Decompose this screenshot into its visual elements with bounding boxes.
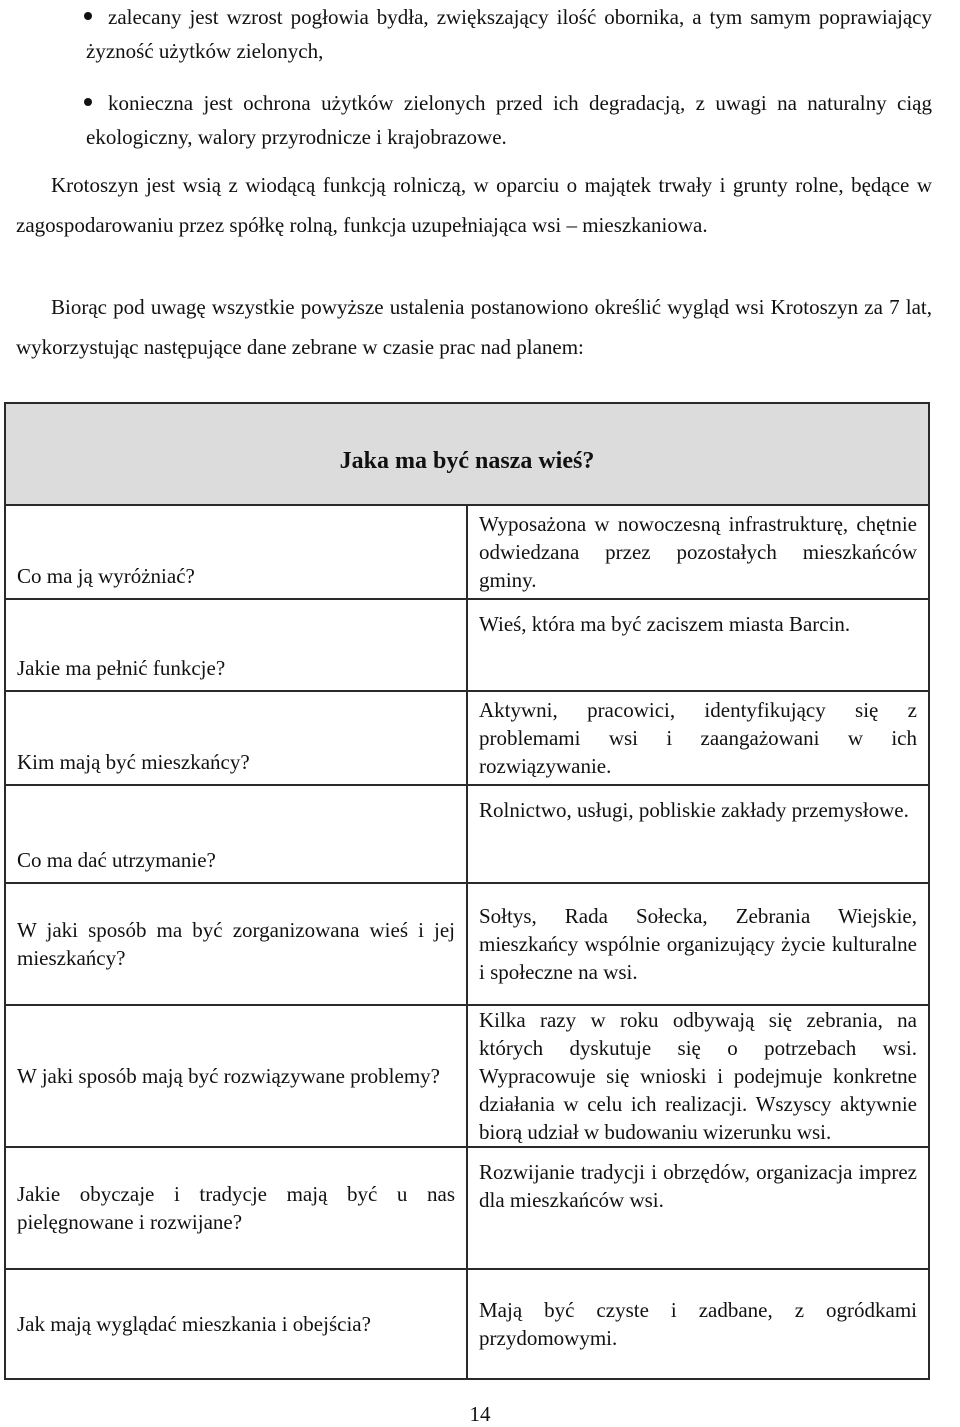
answer-cell: Wieś, która ma być zaciszem miasta Barcin.: [467, 599, 929, 691]
answer-cell: Sołtys, Rada Sołecka, Zebrania Wiejskie, mieszkańcy wspólnie organizujący życie kulturalne i społeczne na wsi.: [467, 883, 929, 1005]
question-cell: Jakie obyczaje i tradycje mają być u nas pielęgnowane i rozwijane?: [5, 1147, 467, 1269]
table-row: [5, 883, 929, 1005]
bullet-icon: [84, 98, 92, 106]
paragraph-vision-intro: Biorąc pod uwagę wszystkie powyższe ustalenia postanowiono określić wygląd wsi Krotoszyn za 7 lat, wykorzystując następujące dane zebrane w czasie prac nad planem:: [16, 295, 932, 359]
bullet-text: zalecany jest wzrost pogłowia bydła, zwiększający ilość obornika, a tym samym poprawiający żyzność użytków zielonych,: [86, 5, 932, 63]
answer-cell: Kilka razy w roku odbywają się zebrania, na których dyskutuje się o potrzebach wsi. Wypracowuje się wnioski i podejmuje konkretne działania w celu ich realizacji. Wszyscy aktywnie biorą udział w budowaniu wizerunku wsi.: [467, 1005, 929, 1147]
question-cell: W jaki sposób ma być zorganizowana wieś i jej mieszkańcy?: [5, 883, 467, 1005]
question-cell: Jakie ma pełnić funkcje?: [5, 599, 467, 691]
table-row: [5, 691, 929, 785]
table-title: Jaka ma być nasza wieś?: [5, 403, 929, 505]
vision-table: [4, 402, 930, 1380]
answer-cell: Aktywni, pracowici, identyfikujący się z problemami wsi i zaangażowani w ich rozwiązywanie.: [467, 691, 929, 785]
question-cell: Kim mają być mieszkańcy?: [5, 691, 467, 785]
answer-cell: Wyposażona w nowoczesną infrastrukturę, chętnie odwiedzana przez pozostałych mieszkańców gminy.: [467, 505, 929, 599]
question-cell: Co ma ją wyróżniać?: [5, 505, 467, 599]
table-row: [5, 785, 929, 883]
answer-cell: Rolnictwo, usługi, pobliskie zakłady przemysłowe.: [467, 785, 929, 883]
table-row: [5, 1005, 929, 1147]
paragraph-village-function: Krotoszyn jest wsią z wiodącą funkcją rolniczą, w oparciu o majątek trwały i grunty rolne, będące w zagospodarowaniu przez spółkę rolną, funkcja uzupełniająca wsi – mieszkaniowa.: [16, 173, 932, 237]
table-header-row: [5, 403, 929, 505]
table-row: [5, 1269, 929, 1379]
bullet-item: [86, 86, 932, 154]
bullet-icon: [84, 12, 92, 20]
answer-cell: Rozwijanie tradycji i obrzędów, organizacja imprez dla mieszkańców wsi.: [467, 1147, 929, 1269]
bullet-item: [86, 0, 932, 68]
bullet-list: [86, 0, 932, 172]
question-cell: W jaki sposób mają być rozwiązywane problemy?: [5, 1005, 467, 1147]
bullet-text: konieczna jest ochrona użytków zielonych przed ich degradacją, z uwagi na naturalny ciąg ekologiczny, walory przyrodnicze i krajobrazowe.: [86, 91, 932, 149]
question-cell: Jak mają wyglądać mieszkania i obejścia?: [5, 1269, 467, 1379]
answer-cell: Mają być czyste i zadbane, z ogródkami przydomowymi.: [467, 1269, 929, 1379]
page-number: 14: [469, 1402, 491, 1426]
table-row: [5, 505, 929, 599]
table-row: [5, 1147, 929, 1269]
question-cell: Co ma dać utrzymanie?: [5, 785, 467, 883]
table-row: [5, 599, 929, 691]
